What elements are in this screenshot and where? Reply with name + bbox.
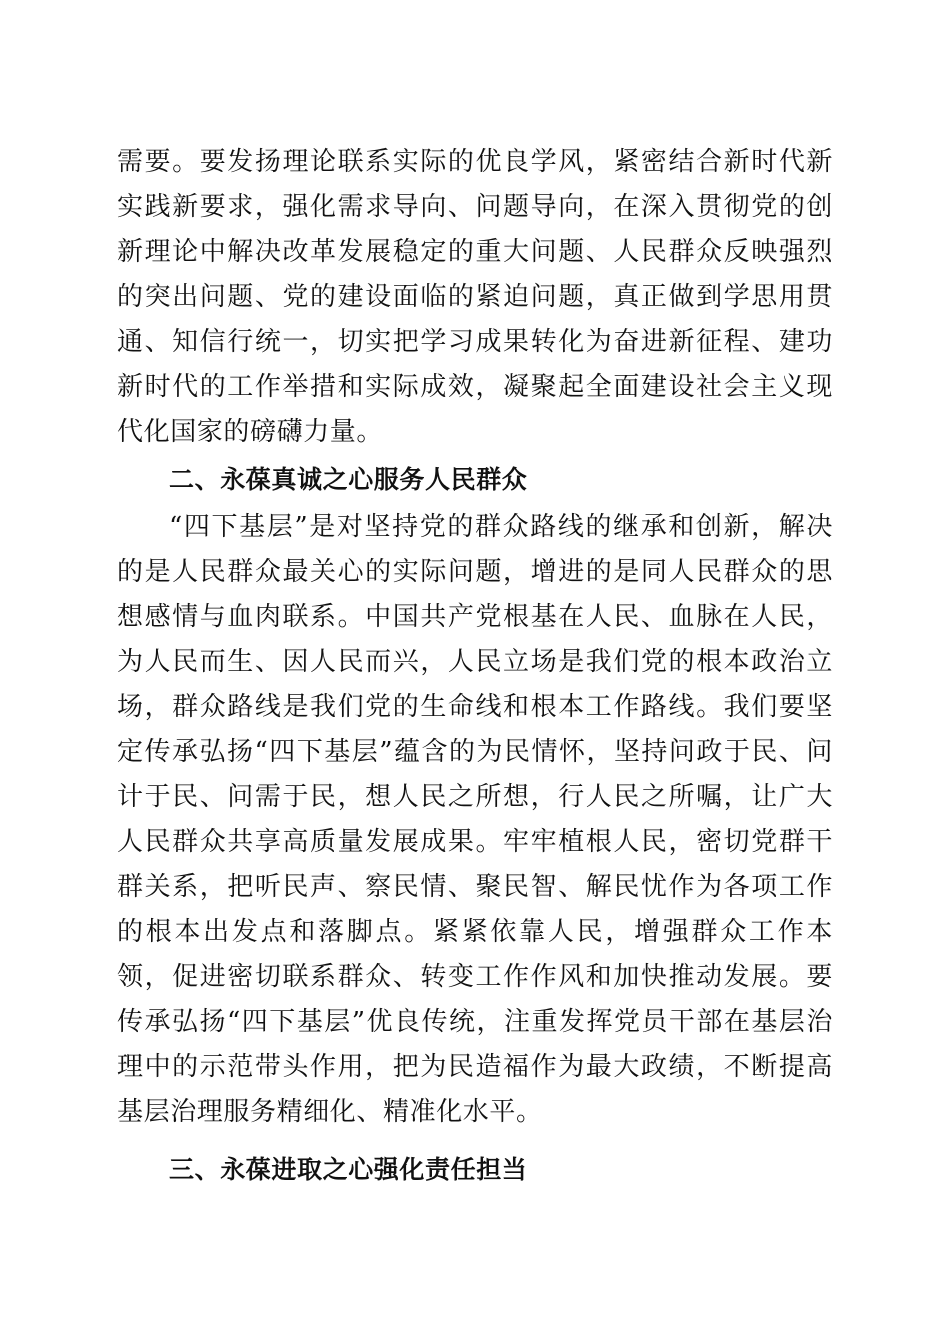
document-body	[117, 140, 833, 1195]
section-heading-three: 三、永葆进取之心强化责任担当	[169, 1155, 528, 1184]
paragraph-section-two: “四下基层”是对坚持党的群众路线的继承和创新，解决的是人民群众最关心的实际问题，增进的是同人民群众的思想感情与血肉联系。中国共产党根基在人民、血脉在人民，为人民而生、因人民而兴，人民立场是我们党的根本政治立场，群众路线是我们党的生命线和根本工作路线。我们要坚定传承弘扬“四下基层”蕴含的为民情怀，坚持问政于民、问计于民、问需于民，想人民之所想，行人民之所嘱，让广大人民群众共享高质量发展成果。牢牢植根人民，密切党群干群关系，把听民声、察民情、聚民智、解民忧作为各项工作的根本出发点和落脚点。紧紧依靠人民，增强群众工作本领，促进密切联系群众、转变工作作风和加快推动发展。要传承弘扬“四下基层”优良传统，注重发挥党员干部在基层治理中的示范带头作用，把为民造福作为最大政绩，不断提高基层治理服务精细化、精准化水平。	[117, 512, 833, 1127]
paragraph-continuation: 需要。要发扬理论联系实际的优良学风，紧密结合新时代新实践新要求，强化需求导向、问题导向，在深入贯彻党的创新理论中解决改革发展稳定的重大问题、人民群众反映强烈的突出问题、党的建设面临的紧迫问题，真正做到学思用贯通、知信行统一，切实把学习成果转化为奋进新征程、建功新时代的工作举措和实际成效，凝聚起全面建设社会主义现代化国家的磅礴力量。	[117, 147, 833, 447]
section-heading-two: 二、永葆真诚之心服务人民群众	[169, 465, 528, 494]
